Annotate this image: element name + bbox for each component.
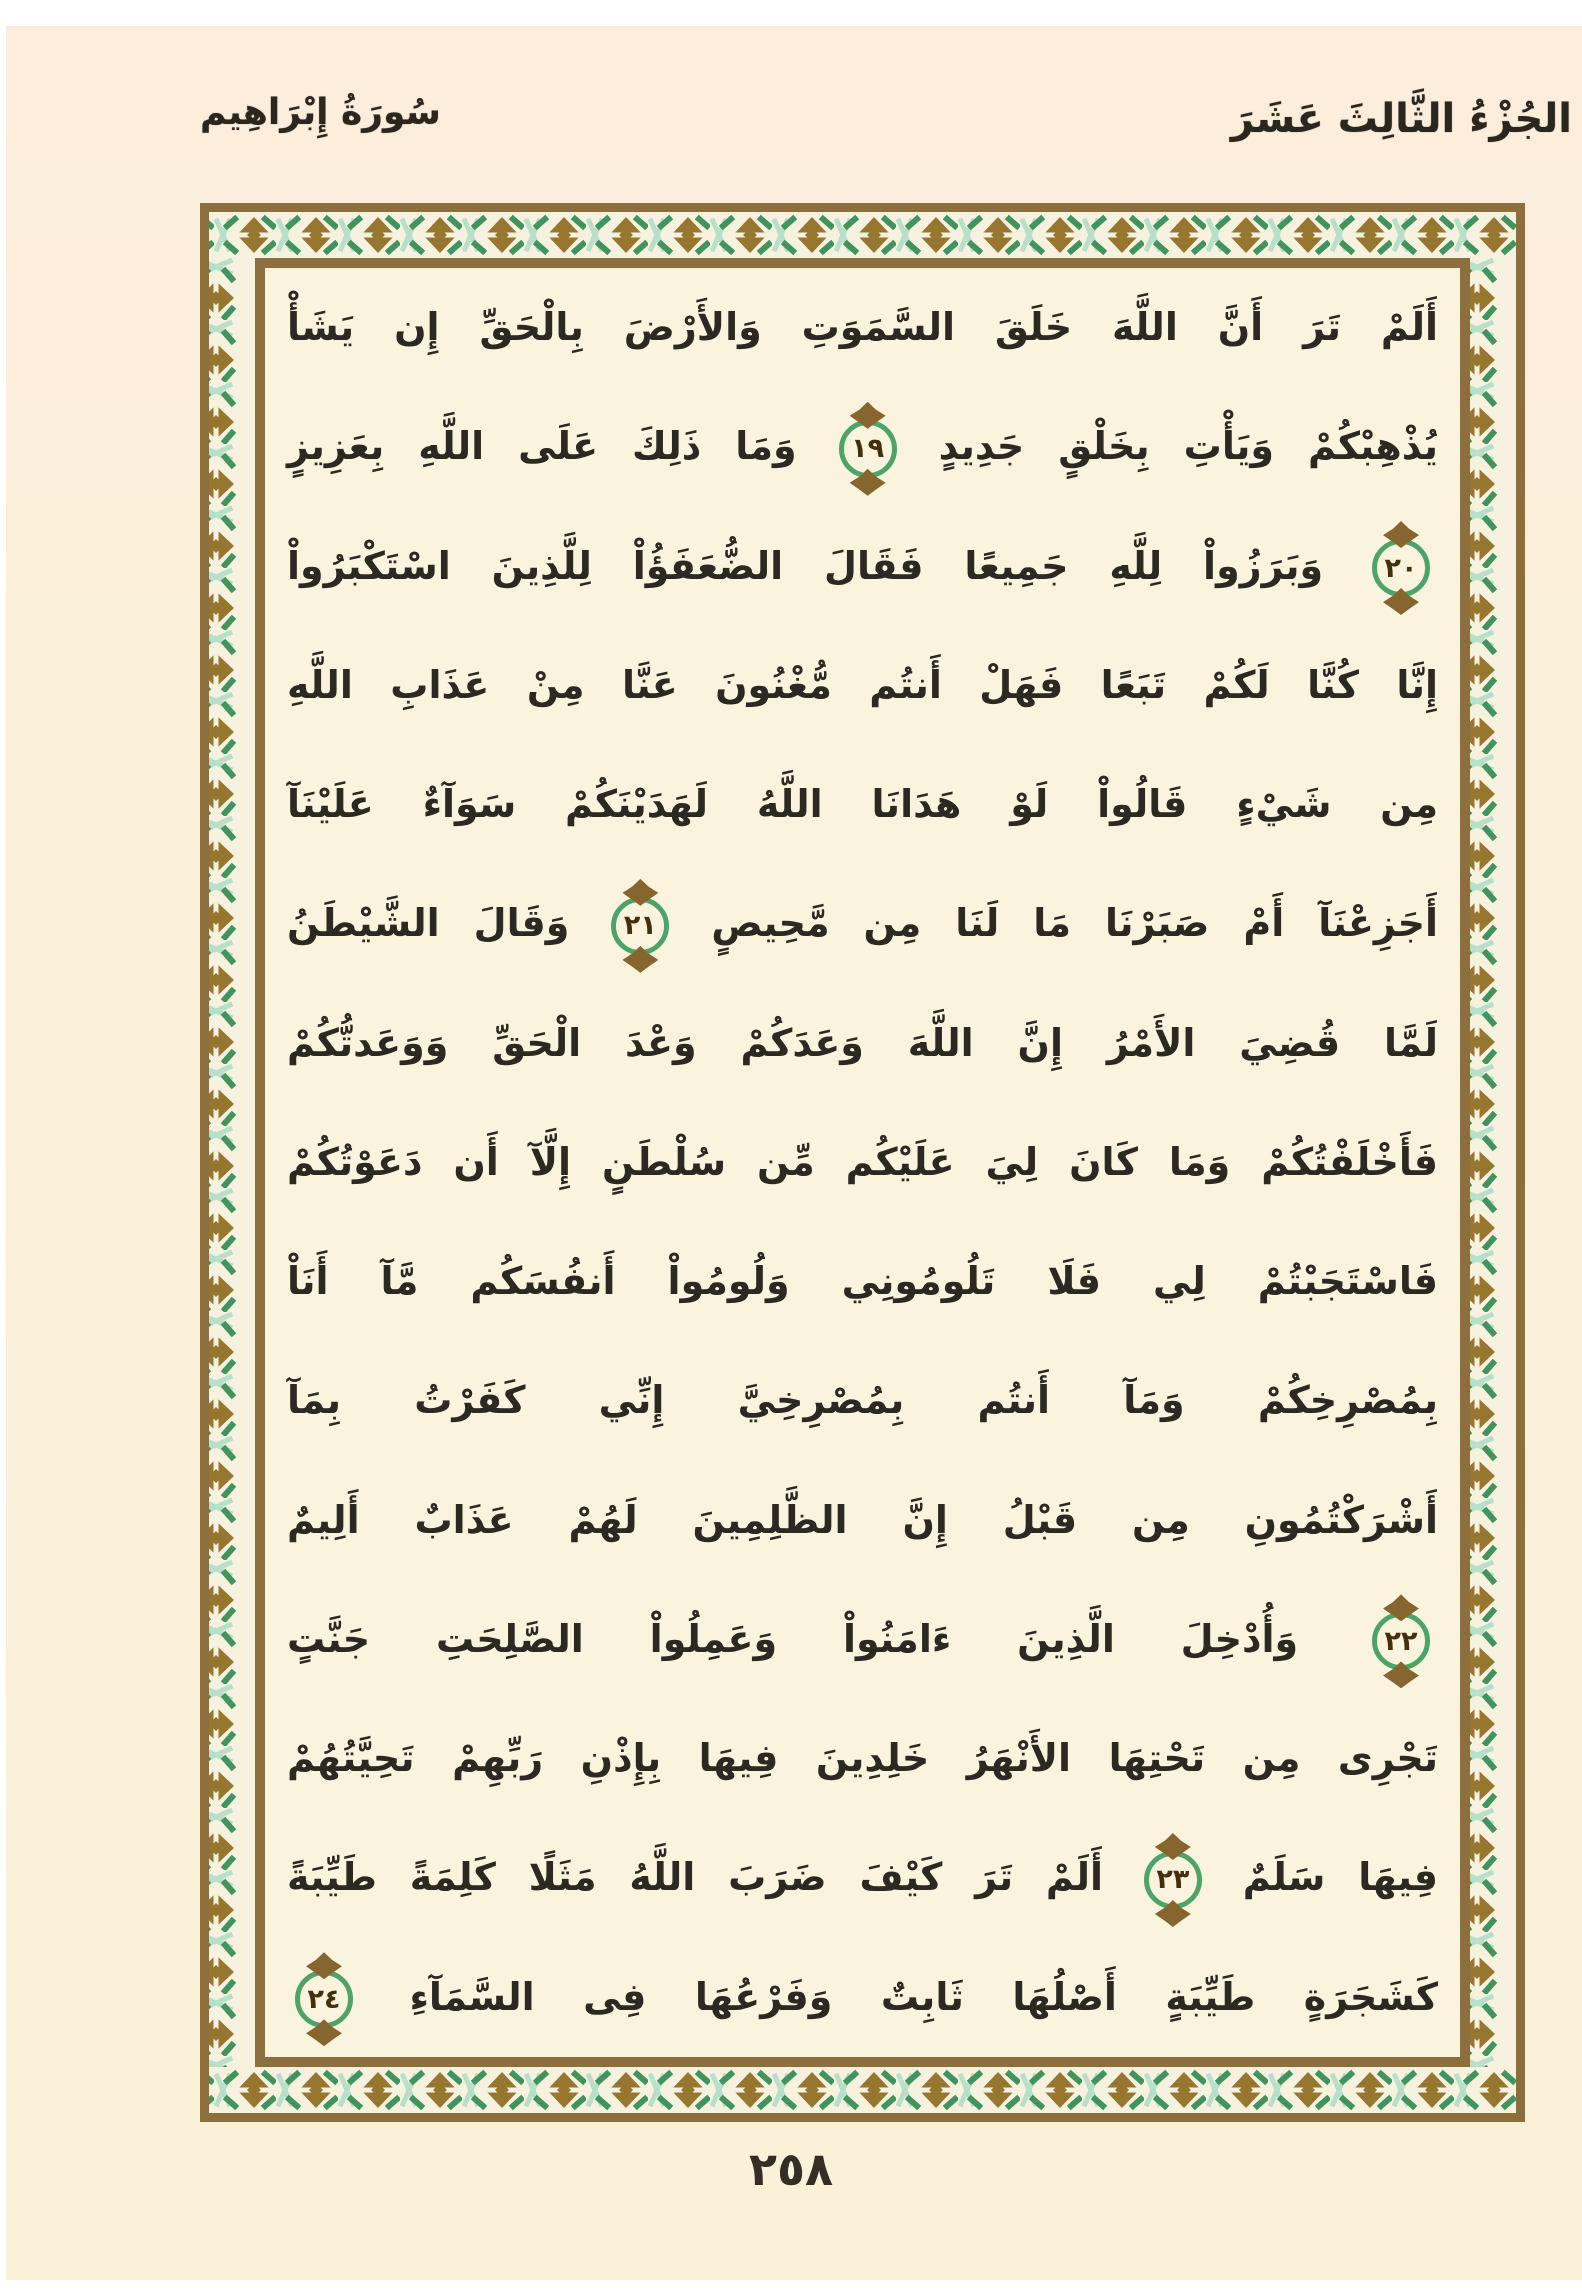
border-diamond-motif (1470, 1870, 1516, 1932)
border-diamond-motif (586, 2067, 648, 2113)
verse-number: ٢٤ (307, 1983, 341, 2015)
border-diamond-motif (209, 1188, 255, 1250)
border-diamond-motif (209, 1746, 255, 1808)
border-diamond-motif (209, 382, 255, 444)
border-diamond-motif (896, 212, 958, 258)
quran-line-4 (287, 626, 1438, 745)
border-diamond-motif (1470, 1684, 1516, 1746)
quran-line-10 (287, 1341, 1438, 1460)
border-diamond-motif (462, 212, 524, 258)
border-diamond-motif (1020, 2067, 1082, 2113)
border-diamond-motif (710, 2067, 772, 2113)
border-diamond-motif (209, 1002, 255, 1064)
quran-line-7 (287, 984, 1438, 1103)
text-panel (255, 258, 1470, 2067)
border-diamond-motif (209, 444, 255, 506)
border-diamond-motif (772, 2067, 834, 2113)
border-diamond-motif (209, 2067, 214, 2113)
border-diamond-motif (1470, 940, 1516, 1002)
verse-marker-icon (611, 897, 669, 955)
border-pattern-left (209, 258, 255, 2067)
border-diamond-motif (400, 212, 462, 258)
border-diamond-motif (1470, 1436, 1516, 1498)
quran-text-segment: فِيهَا سَلَمٌ (1242, 1855, 1438, 1900)
quran-line-3 (287, 507, 1438, 626)
border-diamond-motif (1454, 212, 1516, 258)
border-pattern-bottom (209, 2067, 1516, 2113)
border-diamond-motif (276, 212, 338, 258)
quran-text-segment: وَمَا ذَلِكَ عَلَى اللَّهِ بِعَزِيزٍ (287, 424, 797, 469)
border-diamond-motif (1330, 2067, 1392, 2113)
border-diamond-motif (834, 212, 896, 258)
quran-text-segment: أَلَمْ تَرَ أَنَّ اللَّهَ خَلَقَ السَّمَوَتِ وَالأَرْضَ بِالْحَقِّ إِن يَشَأْ (287, 305, 1438, 349)
border-diamond-motif (1144, 2067, 1206, 2113)
quran-text-segment: تَجْرِى مِن تَحْتِهَا الأَنْهَرُ خَلِدِينَ فِيهَا بِإِذْنِ رَبِّهِمْ تَحِيَّتُهُمْ (287, 1736, 1438, 1781)
quran-line-6 (287, 864, 1438, 983)
verse-marker-icon (1372, 1612, 1430, 1670)
border-diamond-motif (1082, 2067, 1144, 2113)
border-diamond-motif (1470, 506, 1516, 568)
border-diamond-motif (1470, 1250, 1516, 1312)
quran-line-1 (287, 268, 1438, 387)
juz-title: الجُزْءُ الثَّالِثَ عَشَرَ (1230, 96, 1572, 142)
quran-text-segment: مِن شَيْءٍ قَالُواْ لَوْ هَدَانَا اللَّهُ لَهَدَيْنَكُمْ سَوَآءٌ عَلَيْنَآ (287, 782, 1438, 827)
border-diamond-motif (209, 1622, 255, 1684)
border-diamond-motif (1470, 1312, 1516, 1374)
border-diamond-motif (1470, 692, 1516, 754)
border-diamond-motif (586, 212, 648, 258)
quran-text-segment: وَقَالَ الشَّيْطَنُ (287, 901, 570, 946)
verse-marker-icon (1372, 539, 1430, 597)
border-diamond-motif (209, 1994, 255, 2056)
border-diamond-motif (1082, 212, 1144, 258)
border-diamond-motif (209, 630, 255, 692)
quran-line-8 (287, 1103, 1438, 1222)
border-diamond-motif (209, 878, 255, 940)
border-diamond-motif (1268, 2067, 1330, 2113)
border-diamond-motif (1470, 1746, 1516, 1808)
border-diamond-motif (1470, 816, 1516, 878)
border-diamond-motif (209, 1932, 255, 1994)
border-diamond-motif (524, 2067, 586, 2113)
border-diamond-motif (1470, 1622, 1516, 1684)
verse-number: ٢٣ (1156, 1864, 1190, 1896)
border-diamond-motif (648, 2067, 710, 2113)
border-diamond-motif (1470, 1498, 1516, 1560)
border-diamond-motif (462, 2067, 524, 2113)
quran-line-9 (287, 1222, 1438, 1341)
border-diamond-motif (1392, 2067, 1454, 2113)
quran-text-segment: أَلَمْ تَرَ كَيْفَ ضَرَبَ اللَّهُ مَثَلًا كَلِمَةً طَيِّبَةً (287, 1855, 1104, 1900)
verse-number: ١٩ (851, 433, 885, 465)
quran-text-segment: إِنَّا كُنَّا لَكُمْ تَبَعًا فَهَلْ أَنتُم مُّغْنُونَ عَنَّا مِنْ عَذَابِ اللَّهِ (287, 662, 1438, 707)
border-diamond-motif (1470, 754, 1516, 816)
border-diamond-motif (524, 212, 586, 258)
border-diamond-motif (648, 212, 710, 258)
quran-text-segment: أَشْرَكْتُمُونِ مِن قَبْلُ إِنَّ الظَّلِمِينَ لَهُمْ عَذَابٌ أَلِيمٌ (287, 1497, 1438, 1542)
border-diamond-motif (209, 1498, 255, 1560)
border-diamond-motif (209, 506, 255, 568)
quran-line-5 (287, 745, 1438, 864)
border-diamond-motif (1020, 212, 1082, 258)
border-diamond-motif (710, 212, 772, 258)
border-diamond-motif (1470, 1064, 1516, 1126)
verse-marker-icon (839, 420, 897, 478)
border-diamond-motif (209, 940, 255, 1002)
surah-title: سُورَةُ إِبْرَاهِيم (200, 92, 441, 133)
quran-text-segment: وَبَرَزُواْ لِلَّهِ جَمِيعًا فَقَالَ الضُّعَفَؤُاْ لِلَّذِينَ اسْتَكْبَرُواْ (287, 543, 1324, 588)
border-diamond-motif (214, 2067, 276, 2113)
verse-marker-icon (295, 1970, 353, 2028)
border-diamond-motif (209, 568, 255, 630)
border-pattern-right (1470, 258, 1516, 2067)
border-diamond-motif (209, 816, 255, 878)
border-diamond-motif (1470, 568, 1516, 630)
quran-line-15 (287, 1938, 1438, 2057)
ornamental-border-frame (200, 203, 1525, 2122)
border-diamond-motif (1470, 320, 1516, 382)
border-diamond-motif (1470, 1808, 1516, 1870)
border-diamond-motif (1470, 444, 1516, 506)
border-diamond-motif (1470, 878, 1516, 940)
border-diamond-motif (338, 212, 400, 258)
border-diamond-motif (1144, 212, 1206, 258)
border-diamond-motif (400, 2067, 462, 2113)
verse-number: ٢١ (623, 910, 657, 942)
quran-text-segment: فَاسْتَجَبْتُمْ لِي فَلَا تَلُومُونِي وَلُومُواْ أَنفُسَكُم مَّآ أَنَاْ (287, 1259, 1438, 1304)
border-diamond-motif (1470, 1126, 1516, 1188)
border-diamond-motif (209, 320, 255, 382)
quran-text-segment: أَجَزِعْنَآ أَمْ صَبَرْنَا مَا لَنَا مِن مَّحِيصٍ (711, 901, 1438, 946)
border-diamond-motif (209, 1126, 255, 1188)
quran-text-block (265, 268, 1460, 2057)
page-number: ٢٥٨ (748, 2142, 834, 2196)
quran-text-segment: بِمُصْرِخِكُمْ وَمَآ أَنتُم بِمُصْرِخِيَّ إِنِّي كَفَرْتُ بِمَآ (287, 1378, 1438, 1423)
quran-text-segment: فَأَخْلَفْتُكُمْ وَمَا كَانَ لِيَ عَلَيْكُم مِّن سُلْطَنٍ إِلَّآ أَن دَعَوْتُكُمْ (287, 1139, 1438, 1184)
border-diamond-motif (209, 754, 255, 816)
border-diamond-motif (209, 1374, 255, 1436)
border-diamond-motif (209, 692, 255, 754)
border-diamond-motif (1470, 1188, 1516, 1250)
border-diamond-motif (1470, 1002, 1516, 1064)
verse-number: ٢٢ (1384, 1625, 1418, 1657)
border-diamond-motif (772, 212, 834, 258)
border-diamond-motif (1470, 1374, 1516, 1436)
quran-text-segment: يُذْهِبْكُمْ وَيَأْتِ بِخَلْقٍ جَدِيدٍ (938, 424, 1438, 469)
border-diamond-motif (209, 258, 255, 320)
border-diamond-motif (896, 2067, 958, 2113)
quran-line-13 (287, 1699, 1438, 1818)
border-pattern-top (209, 212, 1516, 258)
border-diamond-motif (209, 1808, 255, 1870)
border-diamond-motif (1454, 2067, 1516, 2113)
verse-number: ٢٠ (1384, 552, 1418, 584)
quran-line-12 (287, 1580, 1438, 1699)
border-diamond-motif (209, 212, 214, 258)
verse-marker-icon (1144, 1851, 1202, 1909)
border-diamond-motif (1392, 212, 1454, 258)
border-diamond-motif (338, 2067, 400, 2113)
border-diamond-motif (958, 212, 1020, 258)
border-diamond-motif (209, 2056, 255, 2067)
border-diamond-motif (214, 212, 276, 258)
quran-line-14 (287, 1818, 1438, 1937)
border-diamond-motif (1470, 1560, 1516, 1622)
border-diamond-motif (209, 1064, 255, 1126)
quran-line-2 (287, 387, 1438, 506)
border-diamond-motif (209, 1684, 255, 1746)
border-diamond-motif (1206, 2067, 1268, 2113)
border-diamond-motif (1470, 382, 1516, 444)
border-diamond-motif (1330, 212, 1392, 258)
border-diamond-motif (958, 2067, 1020, 2113)
border-diamond-motif (1470, 630, 1516, 692)
border-diamond-motif (209, 1250, 255, 1312)
border-diamond-motif (1470, 258, 1516, 320)
border-diamond-motif (1206, 212, 1268, 258)
border-diamond-motif (1470, 1932, 1516, 1994)
quran-text-segment: وَأُدْخِلَ الَّذِينَ ءَامَنُواْ وَعَمِلُواْ الصَّلِحَتِ جَنَّتٍ (287, 1616, 1299, 1661)
quran-text-segment: لَمَّا قُضِيَ الأَمْرُ إِنَّ اللَّهَ وَعَدَكُمْ وَعْدَ الْحَقِّ وَوَعَدتُّكُمْ (287, 1020, 1438, 1065)
border-diamond-motif (1470, 1994, 1516, 2056)
border-diamond-motif (834, 2067, 896, 2113)
border-diamond-motif (209, 1436, 255, 1498)
border-diamond-motif (1268, 212, 1330, 258)
quran-text-segment: كَشَجَرَةٍ طَيِّبَةٍ أَصْلُهَا ثَابِتٌ وَفَرْعُهَا فِى السَّمَآءِ (409, 1974, 1438, 2019)
border-diamond-motif (209, 1312, 255, 1374)
quran-line-11 (287, 1461, 1438, 1580)
border-diamond-motif (209, 1560, 255, 1622)
border-diamond-motif (209, 1870, 255, 1932)
border-diamond-motif (276, 2067, 338, 2113)
border-diamond-motif (1470, 2056, 1516, 2067)
